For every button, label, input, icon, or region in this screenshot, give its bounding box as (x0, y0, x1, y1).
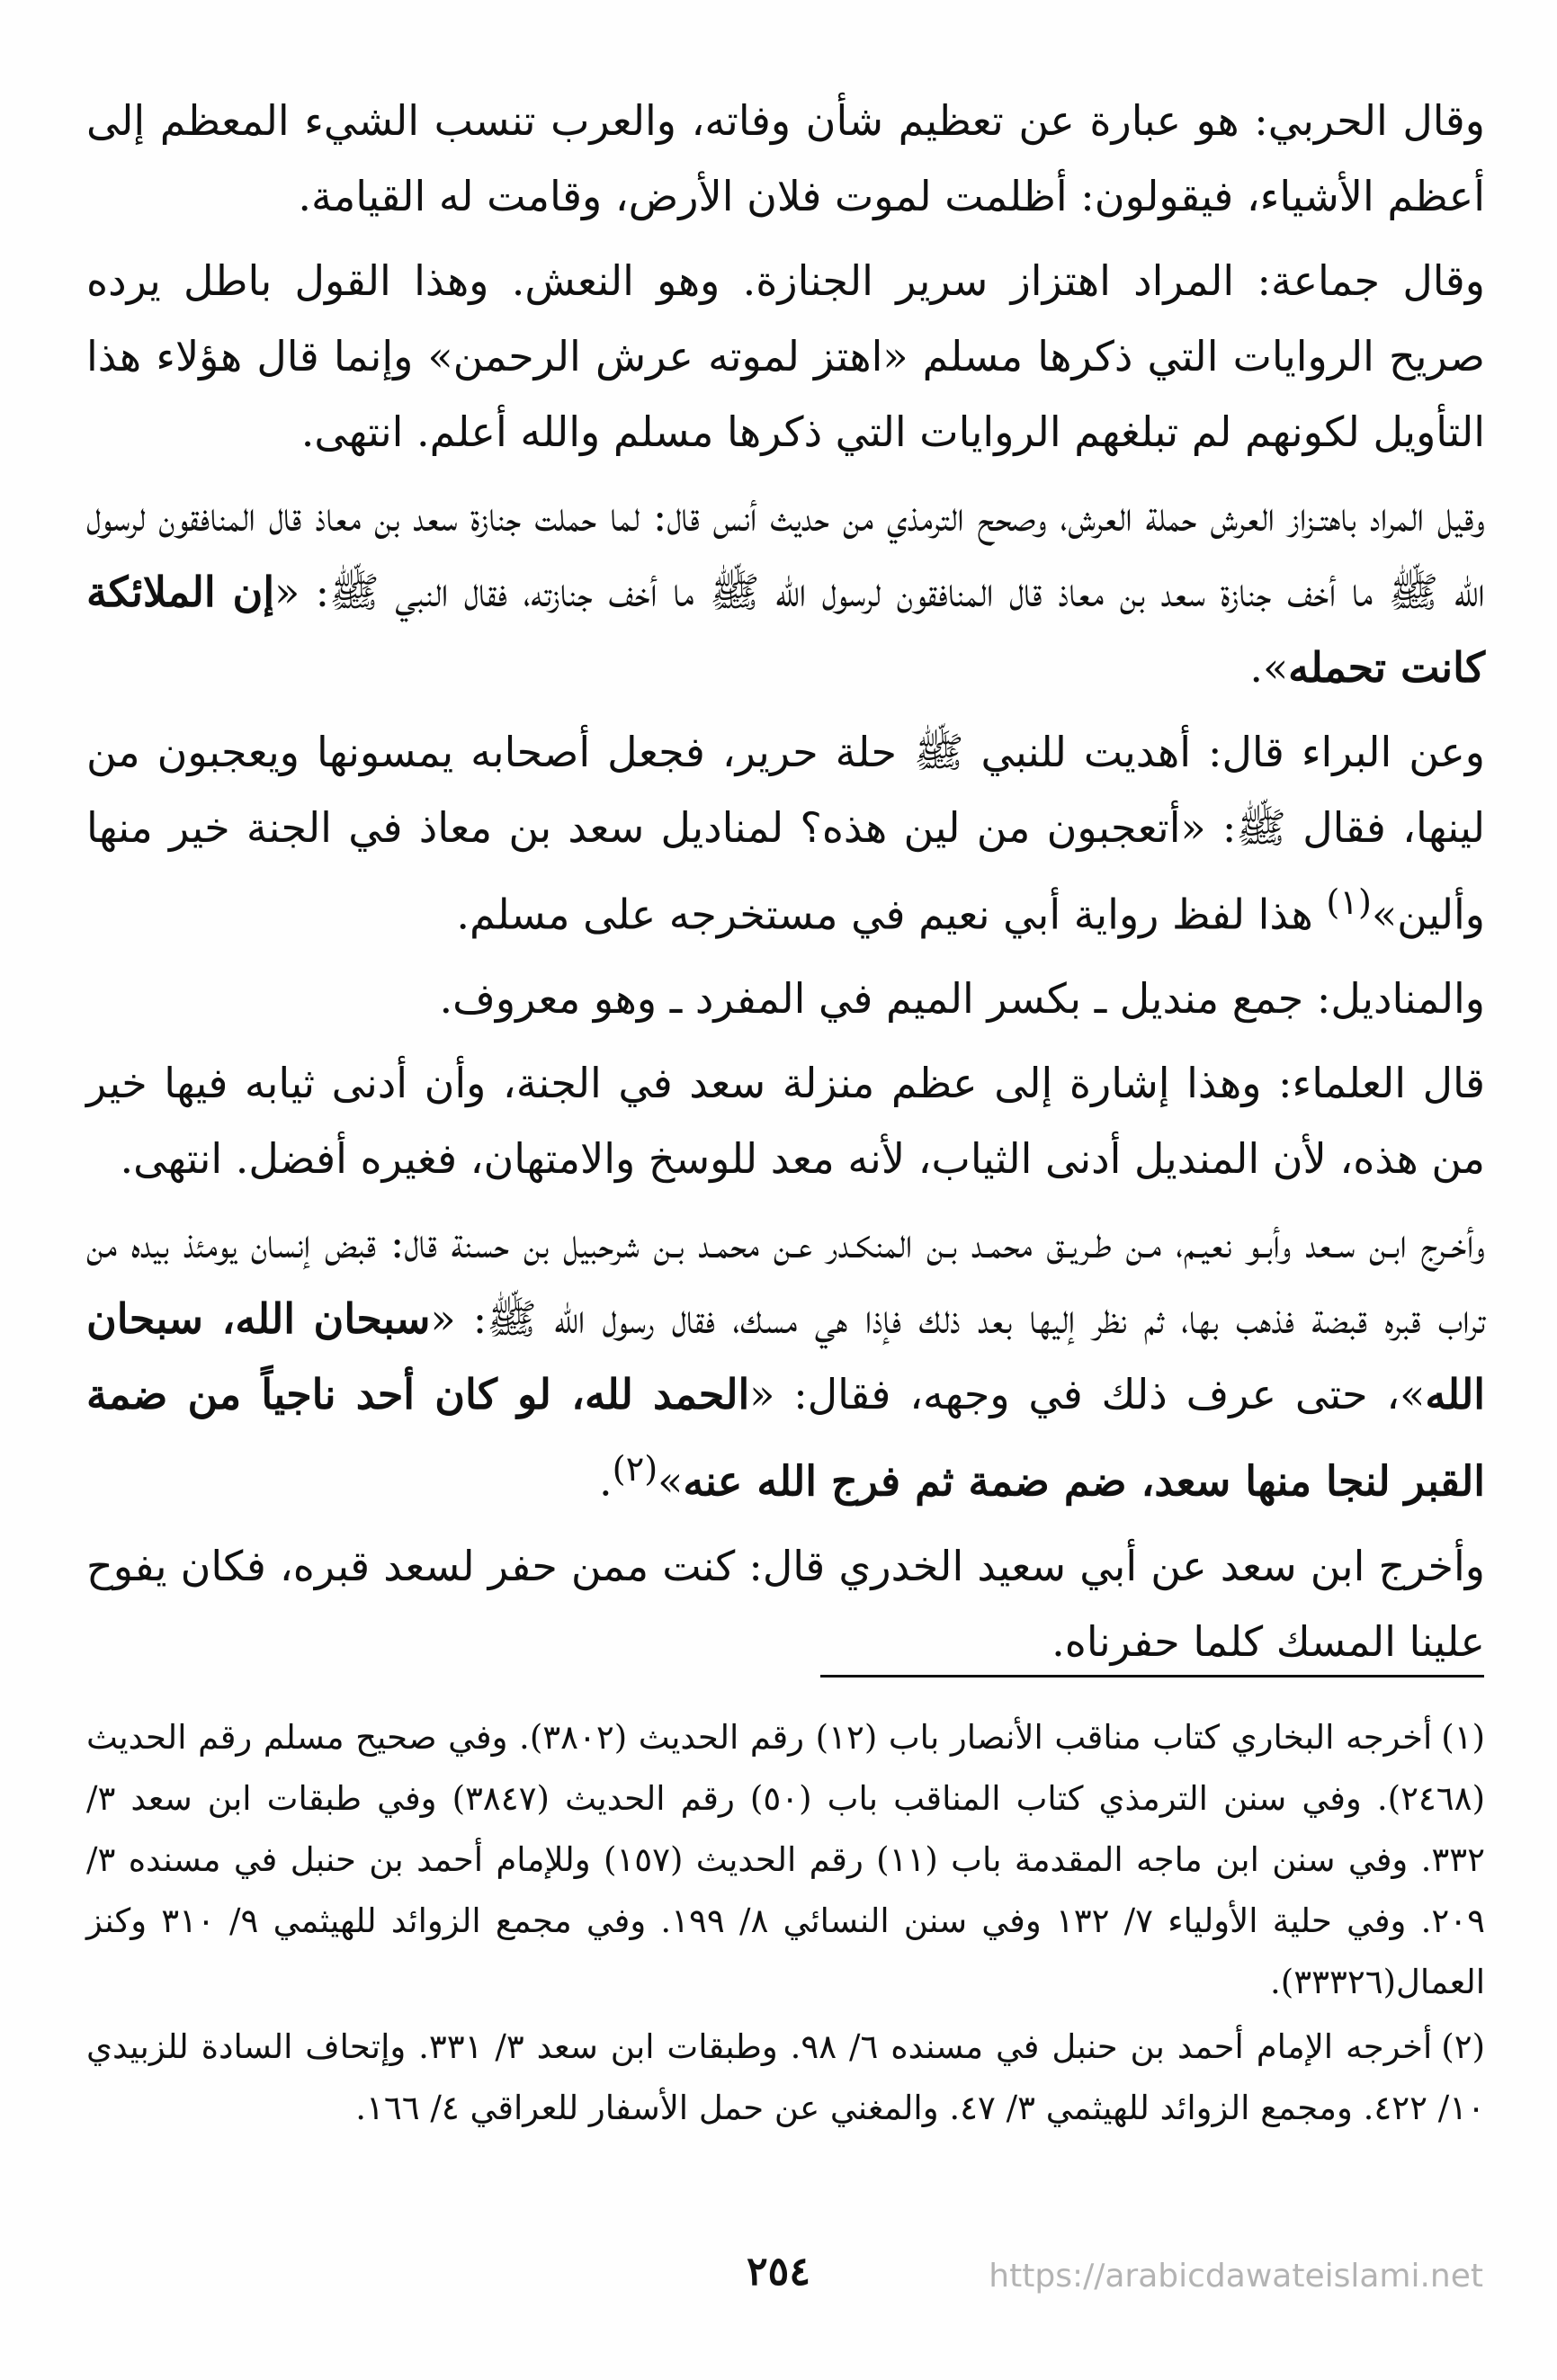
paragraph-text: وقال الحربي: هو عبارة عن تعظيم شأن وفاته، والعرب تنسب الشيء المعظم إلى أعظم الأشياء، فيقولون: أظلمت لموت فلان الأرض، وقامت له القيامة. (86, 96, 1485, 220)
paragraph (86, 83, 1485, 234)
paragraph-text: وقيل المراد باهتـزاز العرش حملة العرش، وصحح الترمذي من حديث أنس قال: لما حملت جنازة سعد بن معاذ قال المنافقون لرسول الله ﷺ ما أخف جنازة سعد بن معاذ قال المنافقون لرسول الله ﷺ ما أخف جنازته، فقال النبي ﷺ: « (86, 492, 1485, 616)
paragraph-text: وأخـرج ابـن سـعد وأبـو نعيـم، مـن طـريـق محمـد بـن المنكـدر عـن محمـد بـن شرحبيل بن حسنة قال: قبض إنسان يومئذ بيده من تراب قبره قبضة فذهب بها، ثم نظر إليها بعد ذلك فإذا هي مسك، فقال رسول الله ﷺ: « (86, 1219, 1486, 1344)
footnote-ref[interactable]: (٢) (612, 1449, 658, 1490)
paragraph (86, 1528, 1485, 1679)
paragraph (86, 243, 1485, 470)
hadith-quote: سبحان الله، سبحان الله (86, 1294, 1486, 1419)
hadith-quote: إن الملائكة كانت تحمله (86, 568, 1485, 692)
paragraph-text: وقال جماعة: المراد اهتزاز سرير الجنازة. وهو النعش. وهذا القول باطل يرده صريح الروايات التي ذكرها مسلم «اهتز لموته عرش الرحمن» وإنما قال هؤلاء هذا التأويل لكونهم لم تبلغهم الروايات التي ذكرها مسلم والله أعلم. انتهى. (86, 256, 1485, 456)
paragraph-text: والمناديل: جمع منديل ـ بكسر الميم في المفرد ـ وهو معروف. (439, 974, 1485, 1024)
paragraph (86, 961, 1485, 1036)
paragraph-text: هذا لفظ رواية أبي نعيم في مستخرجه على مسلم. (456, 890, 1327, 939)
footnote-number: (١) (1441, 1718, 1485, 1757)
footnote-ref[interactable]: (١) (1326, 882, 1372, 923)
paragraph (86, 1045, 1485, 1196)
footnote (86, 1707, 1485, 2013)
footnote-text: أخرجه الإمام أحمد بن حنبل في مسنده ٦/ ٩٨. وطبقات ابن سعد ٣/ ٣٣١. وإتحاف السادة للزبيدي ١٠/ ٤٢٢. ومجمع الزوائد للهيثمي ٣/ ٤٧. والمغني عن حمل الأسفار للعراقي ٤/ ١٦٦. (86, 2027, 1485, 2127)
paragraph-text: قال العلماء: وهذا إشارة إلى عظم منزلة سعد في الجنة، وأن أدنى ثيابه فيها خير من هذه، لأن المنديل أدنى الثياب، لأنه معد للوسخ والامتهان، فغيره أفضل. انتهى. (86, 1059, 1485, 1184)
footnote-divider (820, 1675, 1484, 1678)
paragraph-text: »، حتى عرف ذلك في وجهه، فقال: « (749, 1370, 1426, 1419)
footnote (86, 2017, 1485, 2139)
body-text (86, 83, 1485, 1688)
hadith-quote: الحمد لله، لو كان أحد ناجياً من ضمة القبر لنجا منها سعد، ضم ضمة ثم فرج الله عنه (86, 1370, 1485, 1506)
watermark: https://arabicdawateislami.net (989, 2258, 1483, 2295)
footnote-number: (٢) (1441, 2027, 1485, 2066)
paragraph-text: . (599, 1456, 613, 1506)
paragraph (86, 714, 1485, 952)
paragraph (86, 479, 1485, 705)
paragraph-text: ». (1249, 643, 1289, 692)
paragraph-text: وأخرج ابن سعد عن أبي سعيد الخدري قال: كنت ممن حفر لسعد قبره، فكان يفوح علينا المسك كلما حفرناه. (86, 1541, 1485, 1666)
footnotes (86, 1707, 1485, 2143)
paragraph-text: » (658, 1456, 684, 1506)
footnote-text: أخرجه البخاري كتاب مناقب الأنصار باب (١٢) رقم الحديث (٣٨٠٢). وفي صحيح مسلم رقم الحديث (٢٤٦٨). وفي سنن الترمذي كتاب المناقب باب (٥٠) رقم الحديث (٣٨٤٧) وفي طبقات ابن سعد ٣/ ٣٣٢. وفي سنن ابن ماجه المقدمة باب (١١) رقم الحديث (١٥٧) وللإمام أحمد بن حنبل في مسنده ٣/ ٢٠٩. وفي حلية الأولياء ٧/ ١٣٢ وفي سنن النسائي ٨/ ١٩٩. وفي مجمع الزوائد للهيثمي ٩/ ٣١٠ وكنز العمال(٣٣٣٢٦). (86, 1718, 1485, 2001)
page-number: ٢٥٤ (747, 2249, 810, 2295)
paragraph-text: وعن البراء قال: أهديت للنبي ﷺ حلة حرير، فجعل أصحابه يمسونها ويعجبون من لينها، فقال ﷺ: «أتعجبون من لين هذه؟ لمناديل سعد بن معاذ في الجنة خير منها وألين» (86, 728, 1485, 939)
paragraph (86, 1205, 1485, 1518)
